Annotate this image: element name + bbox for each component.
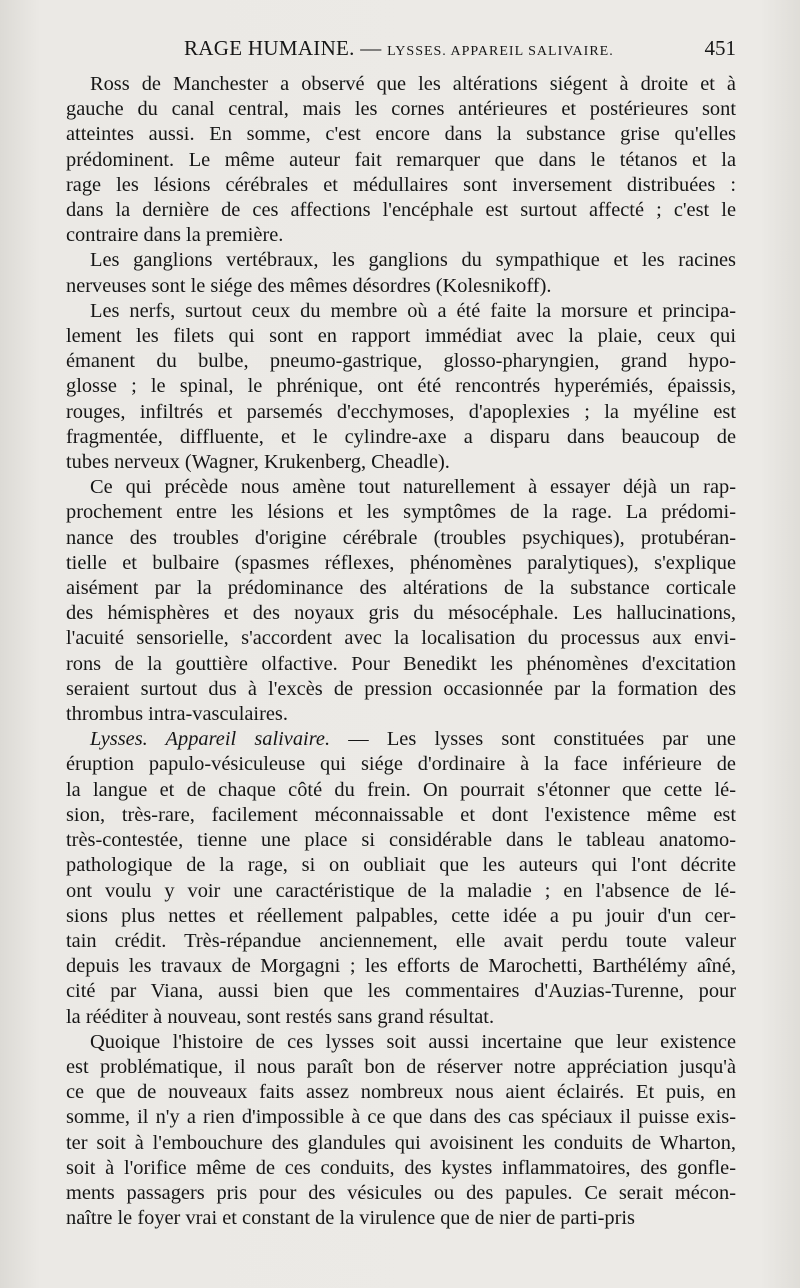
text-line: tain crédit. Très-répandue anciennement, elle avait perdu toute valeur xyxy=(66,929,736,952)
text-line: émanent du bulbe, pneumo-gastrique, glosso-pharyngien, grand hypo- xyxy=(66,350,736,373)
text-line: prédominent. Le même auteur fait remarquer que dans le tétanos et la xyxy=(66,148,736,171)
page-number: 451 xyxy=(704,36,736,60)
text-line: fragmentée, diffluente, et le cylindre-axe a disparu dans beaucoup de xyxy=(66,425,736,448)
text-line: ce que de nouveaux faits assez nombreux nous aient éclairés. Et puis, en xyxy=(66,1081,736,1104)
text-line: éruption papulo-vésiculeuse qui siége d'ordinaire à la face inférieure de xyxy=(66,753,736,776)
text-line: nance des troubles d'origine cérébrale (troubles psychiques), protubéran- xyxy=(66,526,736,549)
text-line: rons de la gouttière olfactive. Pour Benedikt les phénomènes d'excitation xyxy=(66,652,736,675)
text-line: seraient surtout dus à l'excès de pression occasionnée par la formation des xyxy=(66,677,736,700)
text-line: glosse ; le spinal, le phrénique, ont été rencontrés hyperémiés, épaissis, xyxy=(66,375,736,398)
text-line: lement les filets qui sont en rapport immédiat avec la plaie, ceux qui xyxy=(66,325,736,348)
text-line: somme, il n'y a rien d'impossible à ce que dans des cas spéciaux il puisse exis- xyxy=(66,1106,736,1129)
text-line: rage les lésions cérébrales et médullaires sont inversement distribuées : xyxy=(66,173,736,196)
text-line: gauche du canal central, mais les cornes antérieures et postérieures sont xyxy=(66,98,736,121)
running-head-section: LYSSES. APPAREIL SALIVAIRE. xyxy=(387,44,614,59)
running-head xyxy=(184,36,614,61)
page-header xyxy=(66,36,736,66)
paragraph xyxy=(66,727,736,1029)
text-line: Les ganglions vertébraux, les ganglions du sympathique et les racines xyxy=(90,249,736,272)
text-line: Les nerfs, surtout ceux du membre où a été faite la morsure et principa- xyxy=(90,299,736,322)
section-heading: Lysses. Appareil salivaire. xyxy=(90,728,331,751)
text-line: Ce qui précède nous amène tout naturellement à essayer déjà un rap- xyxy=(90,476,736,499)
text-line: sions plus nettes et réellement palpables, cette idée a pu jouir d'un cer- xyxy=(66,904,736,927)
text-line: la rééditer à nouveau, sont restés sans grand résultat. xyxy=(66,1005,495,1028)
text-line: cité par Viana, aussi bien que les commentaires d'Auzias-Turenne, pour xyxy=(66,980,736,1003)
text-line: prochement entre les lésions et les symptômes de la rage. La prédomi- xyxy=(66,501,736,524)
paragraph xyxy=(66,475,736,727)
text-line: dans la dernière de ces affections l'encéphale est surtout affecté ; c'est le xyxy=(66,199,736,222)
text-line: Ross de Manchester a observé que les altérations siégent à droite et à xyxy=(90,73,736,95)
text-line: ont voulu y voir une caractéristique de la maladie ; en l'absence de lé- xyxy=(66,879,736,902)
paragraph xyxy=(66,299,736,475)
paragraph xyxy=(66,72,736,248)
text-line xyxy=(66,727,736,752)
text-line: depuis les travaux de Morgagni ; les efforts de Marochetti, Barthélémy aîné, xyxy=(66,955,736,978)
text-line: soit à l'orifice même de ces conduits, des kystes inflammatoires, des gonfle- xyxy=(66,1156,736,1179)
text-line: thrombus intra-vasculaires. xyxy=(66,703,288,726)
text-line: l'acuité sensorielle, s'accordent avec la localisation du processus aux envi- xyxy=(66,627,736,650)
text-line: contraire dans la première. xyxy=(66,224,284,247)
text-line: tielle et bulbaire (spasmes réflexes, phénomènes paralytiques), s'explique xyxy=(66,551,736,574)
text-line: la langue et de chaque côté du frein. On pourrait s'étonner que cette lé- xyxy=(66,778,736,801)
text-line: ments passagers pris pour des vésicules ou des papules. Ce serait mécon- xyxy=(66,1181,736,1204)
running-head-title: RAGE HUMAINE. xyxy=(184,36,355,60)
text-line: aisément par la prédominance des altérations de la substance corticale xyxy=(66,577,736,600)
paragraph xyxy=(66,248,736,298)
text-body xyxy=(66,72,736,1231)
text-line: est problématique, il nous paraît bon de réserver notre appréciation jusqu'à xyxy=(66,1055,736,1078)
running-head-separator: — xyxy=(354,36,388,60)
text-line: tubes nerveux (Wagner, Krukenberg, Cheadle). xyxy=(66,451,450,474)
text-line: naître le foyer vrai et constant de la virulence que de nier de parti-pris xyxy=(66,1207,635,1230)
text-line: sion, très-rare, facilement méconnaissable et dont l'existence même est xyxy=(66,803,736,826)
text-line: rouges, infiltrés et parsemés d'ecchymoses, d'apoplexies ; la myéline est xyxy=(66,400,736,423)
text-line: Quoique l'histoire de ces lysses soit aussi incertaine que leur existence xyxy=(90,1030,736,1053)
text-line: très-contestée, tienne une place si considérable dans le tableau anatomo- xyxy=(66,829,736,852)
text-line: atteintes aussi. En somme, c'est encore dans la substance grise qu'elles xyxy=(66,123,736,146)
paragraph xyxy=(66,1030,736,1232)
text-line: nerveuses sont le siége des mêmes désordres (Kolesnikoff). xyxy=(66,274,552,297)
text-line: des hémisphères et des noyaux gris du mésocéphale. Les hallucinations, xyxy=(66,602,736,625)
text-line: ter soit à l'embouchure des glandules qui avoisinent les conduits de Wharton, xyxy=(66,1131,736,1154)
text-line-rest: — Les lysses sont constituées par une xyxy=(330,728,736,751)
text-line: pathologique de la rage, si on oubliait que les auteurs qui l'ont décrite xyxy=(66,854,736,877)
